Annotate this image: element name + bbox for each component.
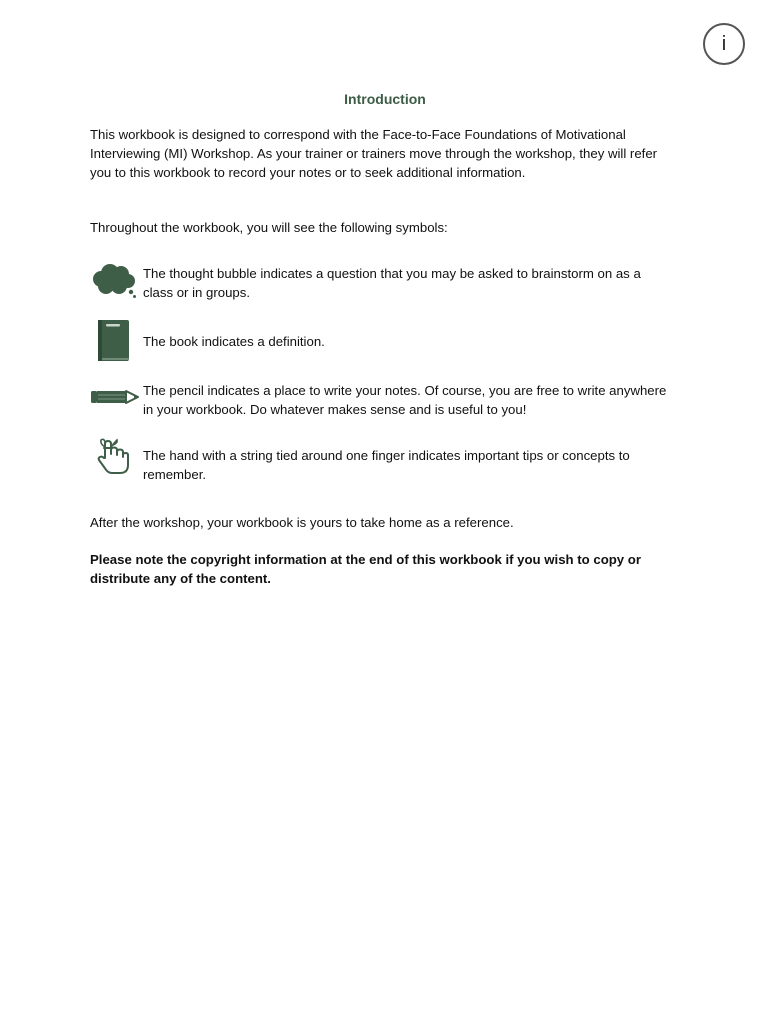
string-finger-hand-icon — [96, 436, 132, 481]
copyright-note: Please note the copyright information at the end of this workbook if you wish to copy or distribute any of the content. — [90, 552, 641, 586]
thought-bubble-icon — [90, 264, 138, 305]
pencil-icon — [90, 388, 140, 411]
pencil-description: The pencil indicates a place to write your notes. Of course, you are free to write anywhere in your workbook. Do whatever makes sense and is useful to you! — [143, 383, 667, 417]
page-number-badge — [703, 23, 745, 65]
book-description: The book indicates a definition. — [143, 334, 325, 349]
hand-description: The hand with a string tied around one finger indicates important tips or concepts to remember. — [143, 448, 630, 482]
page-title: Introduction — [344, 91, 426, 107]
symbols-lead-text: Throughout the workbook, you will see the following symbols: — [90, 220, 448, 235]
page-number: i — [721, 32, 727, 55]
intro-paragraph: This workbook is designed to correspond with the Face-to-Face Foundations of Motivational Interviewing (MI) Workshop. As your trainer or trainers move through the workshop, they will refer you to this workbook to record your notes or to seek additional information. — [90, 127, 658, 180]
book-icon — [97, 319, 131, 368]
thought-bubble-description: The thought bubble indicates a question that you may be asked to brainstorm on as a class or in groups. — [143, 266, 641, 300]
after-workshop-text: After the workshop, your workbook is yours to take home as a reference. — [90, 515, 514, 530]
